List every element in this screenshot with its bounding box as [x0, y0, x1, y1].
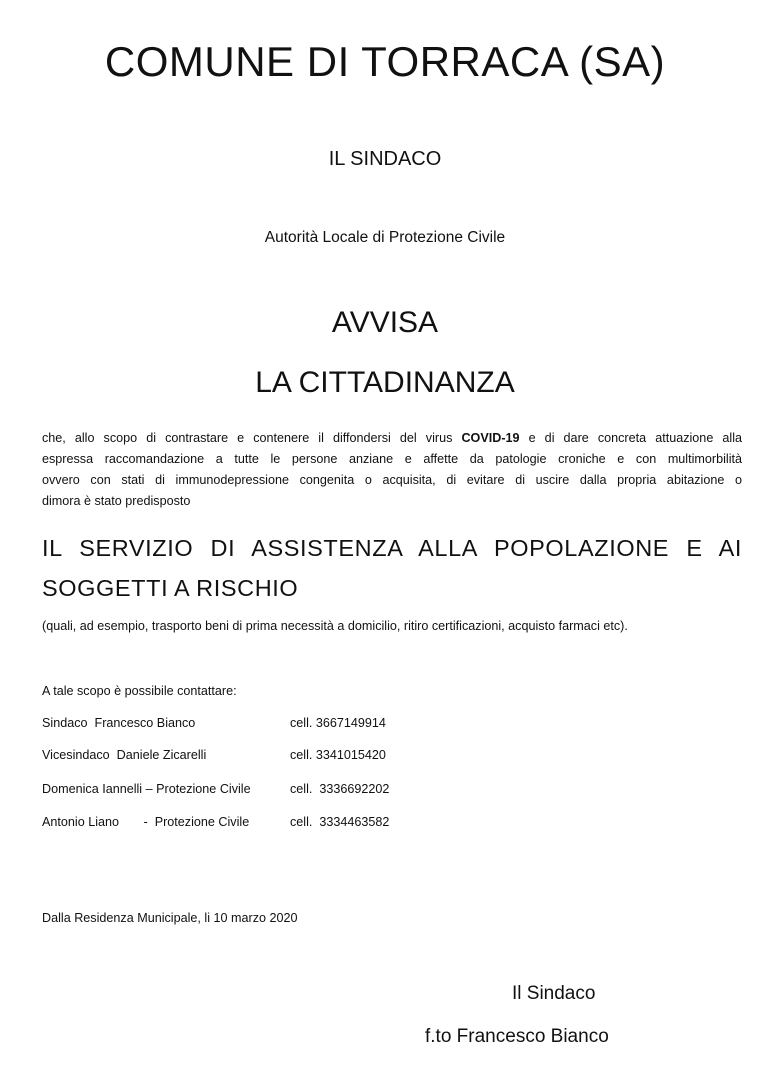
contacts-intro: A tale scopo è possibile contattare:	[42, 684, 237, 698]
service-heading-line-2: SOGGETTI A RISCHIO	[42, 575, 299, 601]
contact-row	[42, 782, 390, 802]
contact-name: Antonio Liano - Protezione Civile	[42, 815, 250, 829]
authority-subtitle: Autorità Locale di Protezione Civile	[264, 229, 506, 246]
contact-row	[42, 716, 386, 736]
body-line-1	[42, 428, 742, 449]
notice-body	[42, 428, 742, 512]
contact-phone: cell. 3334463582	[290, 815, 390, 829]
contact-name: Vicesindaco Daniele Zicarelli	[42, 748, 207, 762]
signature-name: f.to Francesco Bianco	[425, 1026, 609, 1047]
service-examples: (quali, ad esempio, trasporto beni di prima necessità a domicilio, ritiro certificazioni, acquisto farmaci etc).	[42, 619, 628, 633]
municipality-title: COMUNE DI TORRACA (SA)	[104, 38, 666, 85]
contact-row	[42, 815, 390, 835]
service-heading	[42, 528, 742, 608]
contact-row	[42, 748, 386, 768]
virus-name: COVID-19	[461, 431, 520, 445]
contact-name: Domenica Iannelli – Protezione Civile	[42, 782, 251, 796]
body-line-1-post: e di dare concreta attuazione alla	[519, 431, 742, 445]
service-heading-line-1: IL SERVIZIO DI ASSISTENZA ALLA POPOLAZIONE E AI	[42, 535, 742, 561]
signature-title: Il Sindaco	[512, 983, 596, 1004]
announcement-verb: AVVISA	[331, 306, 439, 339]
announcement-audience: LA CITTADINANZA	[255, 366, 515, 399]
date-place-line: Dalla Residenza Municipale, li 10 marzo 2020	[42, 911, 298, 925]
contact-phone: cell. 3341015420	[290, 748, 386, 762]
body-line-4: dimora è stato predisposto	[42, 494, 191, 508]
office-heading: IL SINDACO	[328, 148, 442, 170]
contact-phone: cell. 3667149914	[290, 716, 386, 730]
contact-phone: cell. 3336692202	[290, 782, 390, 796]
body-line-2: espressa raccomandazione a tutte le persone anziane e affette da patologie croniche e con multimorbilità	[42, 452, 742, 466]
contact-name: Sindaco Francesco Bianco	[42, 716, 196, 730]
body-line-1-pre: che, allo scopo di contrastare e contenere il diffondersi del virus	[42, 431, 462, 445]
body-line-3: ovvero con stati di immunodepressione congenita o acquisita, di evitare di uscire dalla propria abitazione o	[42, 473, 742, 487]
